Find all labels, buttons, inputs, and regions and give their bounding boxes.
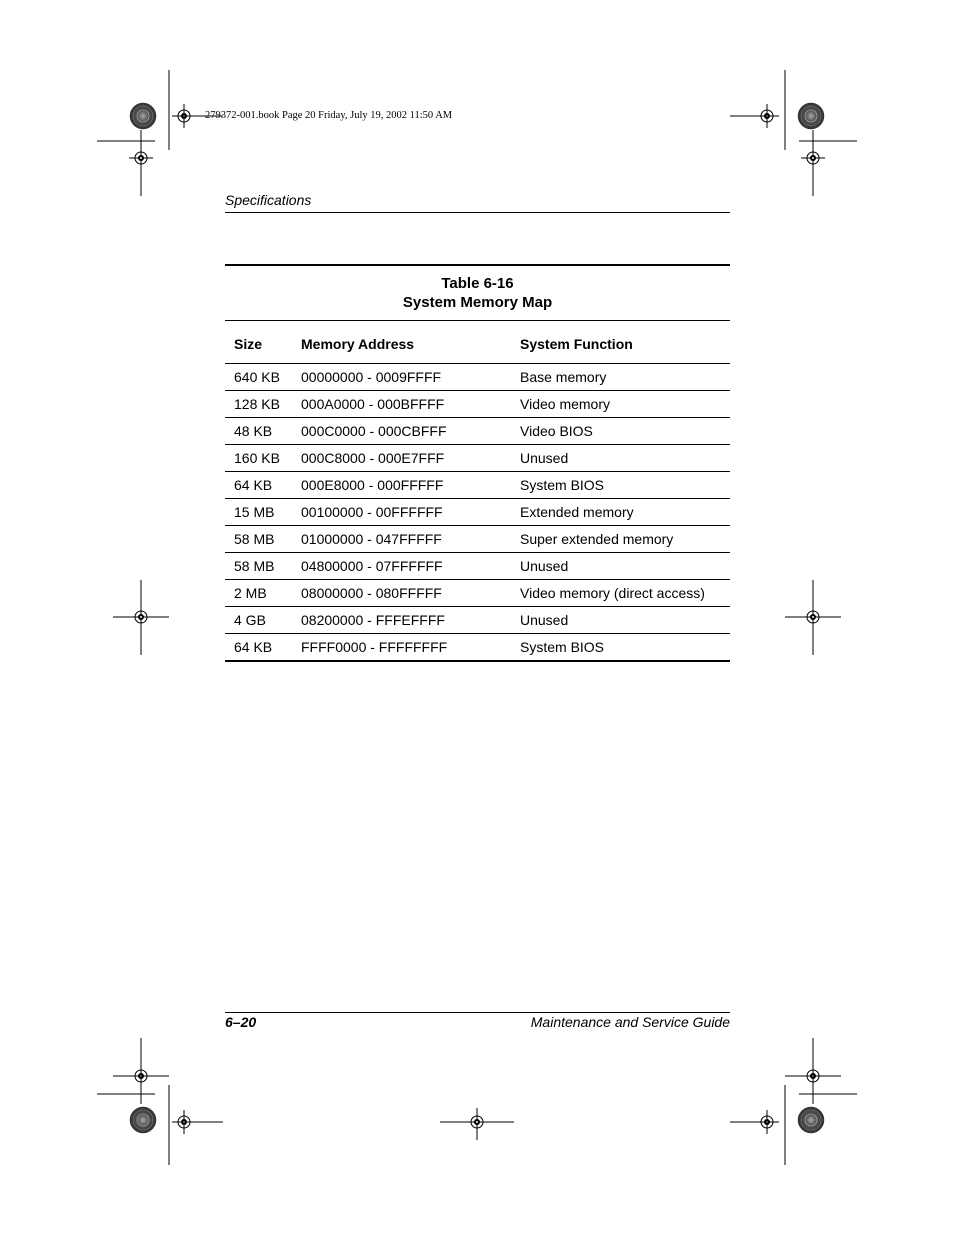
memory-map-table (225, 321, 730, 662)
cell-memory-address: 000C8000 - 000E7FFF (292, 445, 511, 472)
column-header-system-function: System Function (511, 321, 730, 364)
cell-memory-address: 000A0000 - 000BFFFF (292, 391, 511, 418)
cell-size: 15 MB (225, 499, 292, 526)
column-header-memory-address: Memory Address (292, 321, 511, 364)
cell-size: 160 KB (225, 445, 292, 472)
cell-memory-address: 08000000 - 080FFFFF (292, 580, 511, 607)
table-row (225, 364, 730, 391)
cell-size: 640 KB (225, 364, 292, 391)
cell-size: 4 GB (225, 607, 292, 634)
table-row (225, 526, 730, 553)
cell-size: 128 KB (225, 391, 292, 418)
table-row (225, 391, 730, 418)
table-row (225, 553, 730, 580)
cell-system-function: Base memory (511, 364, 730, 391)
cell-system-function: Video memory (direct access) (511, 580, 730, 607)
table-row (225, 418, 730, 445)
cell-memory-address: 00100000 - 00FFFFFF (292, 499, 511, 526)
cell-size: 58 MB (225, 553, 292, 580)
cell-memory-address: 01000000 - 047FFFFF (292, 526, 511, 553)
table-number: Table 6-16 (441, 275, 514, 292)
starburst-mark-icon (130, 103, 156, 129)
cell-size: 64 KB (225, 634, 292, 662)
cell-system-function: Unused (511, 553, 730, 580)
cell-system-function: System BIOS (511, 634, 730, 662)
table-row (225, 580, 730, 607)
cell-memory-address: 08200000 - FFFEFFFF (292, 607, 511, 634)
cell-system-function: Video memory (511, 391, 730, 418)
cell-system-function: Unused (511, 607, 730, 634)
cell-system-function: Extended memory (511, 499, 730, 526)
cell-memory-address: 000E8000 - 000FFFFF (292, 472, 511, 499)
page-number: 6–20 (225, 1014, 257, 1030)
memory-map-table-block (225, 264, 730, 662)
table-row (225, 607, 730, 634)
table-caption (225, 266, 730, 321)
table-row (225, 445, 730, 472)
cell-system-function: Video BIOS (511, 418, 730, 445)
cell-size: 2 MB (225, 580, 292, 607)
starburst-mark-icon (798, 1107, 824, 1133)
cell-memory-address: 04800000 - 07FFFFFF (292, 553, 511, 580)
starburst-mark-icon (798, 103, 824, 129)
header-rule (225, 212, 730, 213)
cell-system-function: Super extended memory (511, 526, 730, 553)
table-body (225, 364, 730, 662)
cell-size: 58 MB (225, 526, 292, 553)
running-header-title: Specifications (225, 192, 312, 208)
cell-system-function: System BIOS (511, 472, 730, 499)
printer-info-line: 279372-001.book Page 20 Friday, July 19, 2002 11:50 AM (205, 110, 453, 121)
table-title: System Memory Map (402, 294, 553, 311)
cell-size: 64 KB (225, 472, 292, 499)
table-row (225, 634, 730, 662)
cell-memory-address: 000C0000 - 000CBFFF (292, 418, 511, 445)
footer-guide-title: Maintenance and Service Guide (530, 1014, 730, 1030)
footer-rule (225, 1012, 730, 1013)
starburst-mark-icon (130, 1107, 156, 1133)
column-header-size: Size (225, 321, 292, 364)
cell-memory-address: FFFF0000 - FFFFFFFF (292, 634, 511, 662)
table-header-row (225, 321, 730, 364)
cell-memory-address: 00000000 - 0009FFFF (292, 364, 511, 391)
cell-size: 48 KB (225, 418, 292, 445)
table-row (225, 472, 730, 499)
cell-system-function: Unused (511, 445, 730, 472)
table-row (225, 499, 730, 526)
